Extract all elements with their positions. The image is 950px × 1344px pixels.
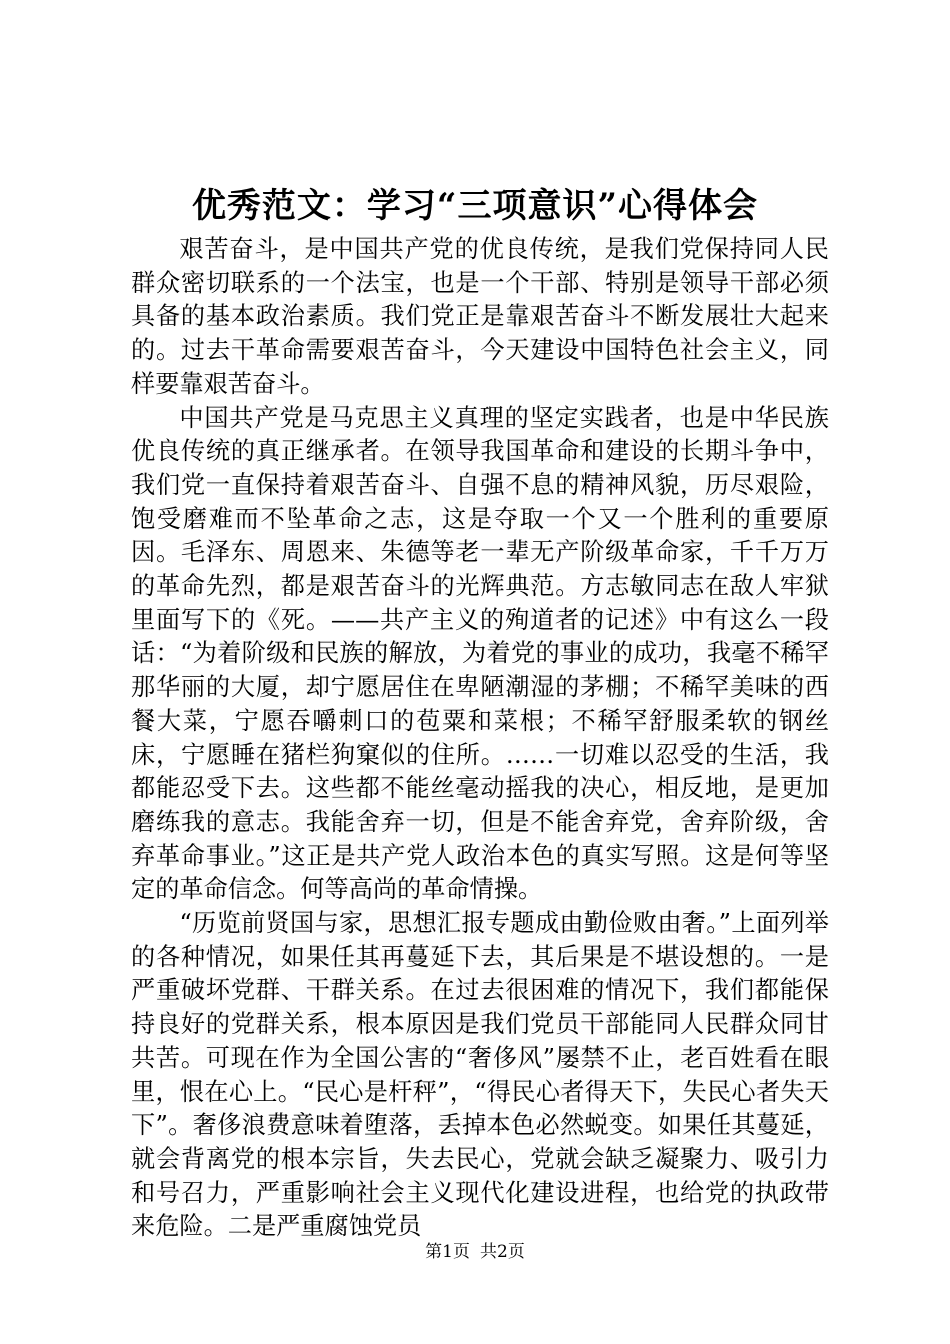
paragraph-1: 艰苦奋斗，是中国共产党的优良传统，是我们党保持同人民群众密切联系的一个法宝，也是一个干部、特别是领导干部必须具备的基本政治素质。我们党正是靠艰苦奋斗不断发展壮大起来的。过去干革命需要艰苦奋斗，今天建设中国特色社会主义，同样要靠艰苦奋斗。 <box>131 235 829 398</box>
page-number: 第1页 <box>425 1242 470 1262</box>
paragraph-2: 中国共产党是马克思主义真理的坚定实践者，也是中华民族优良传统的真正继承者。在领导我国革命和建设的长期斗争中，我们党一直保持着艰苦奋斗、自强不息的精神风貌，历尽艰险，饱受磨难而不坠革命之志，这是夺取一个又一个胜利的重要原因。毛泽东、周恩来、朱德等老一辈无产阶级革命家，千千万万的革命先烈，都是艰苦奋斗的光辉典范。方志敏同志在敌人牢狱里面写下的《死。——共产主义的殉道者的记述》中有这么一段话：“为着阶级和民族的解放，为着党的事业的成功，我毫不稀罕那华丽的大厦，却宁愿居住在卑陋潮湿的茅棚；不稀罕美味的西餐大菜，宁愿吞嚼刺口的苞粟和菜根；不稀罕舒服柔软的钢丝床，宁愿睡在猪栏狗窠似的住所。……一切难以忍受的生活，我都能忍受下去。这些都不能丝毫动摇我的决心，相反地，是更加磨练我的意志。我能舍弃一切，但是不能舍弃党，舍弃阶级，舍弃革命事业。”这正是共产党人政治本色的真实写照。这是何等坚定的革命信念。何等高尚的革命情操。 <box>131 403 829 904</box>
page-footer <box>0 1240 950 1264</box>
document-body <box>131 233 829 1244</box>
document-title: 优秀范文：学习“三项意识”心得体会 <box>191 186 759 226</box>
paragraph-3: “历览前贤国与家，思想汇报专题成由勤俭败由奢。”上面列举的各种情况，如果任其再蔓延下去，其后果是不堪设想的。一是严重破坏党群、干群关系。在过去很困难的情况下，我们都能保持良好的党群关系，根本原因是我们党员干部能同人民群众同甘共苦。可现在作为全国公害的“奢侈风”屡禁不止，老百姓看在眼里，恨在心上。“民心是杆秤”，“得民心者得天下，失民心者失天下”。奢侈浪费意味着堕落，丢掉本色必然蜕变。如果任其蔓延，就会背离党的根本宗旨，失去民心，党就会缺乏凝聚力、吸引力和号召力，严重影响社会主义现代化建设进程，也给党的执政带来危险。二是严重腐蚀党员 <box>131 909 829 1241</box>
page-count: 共2页 <box>480 1242 525 1262</box>
